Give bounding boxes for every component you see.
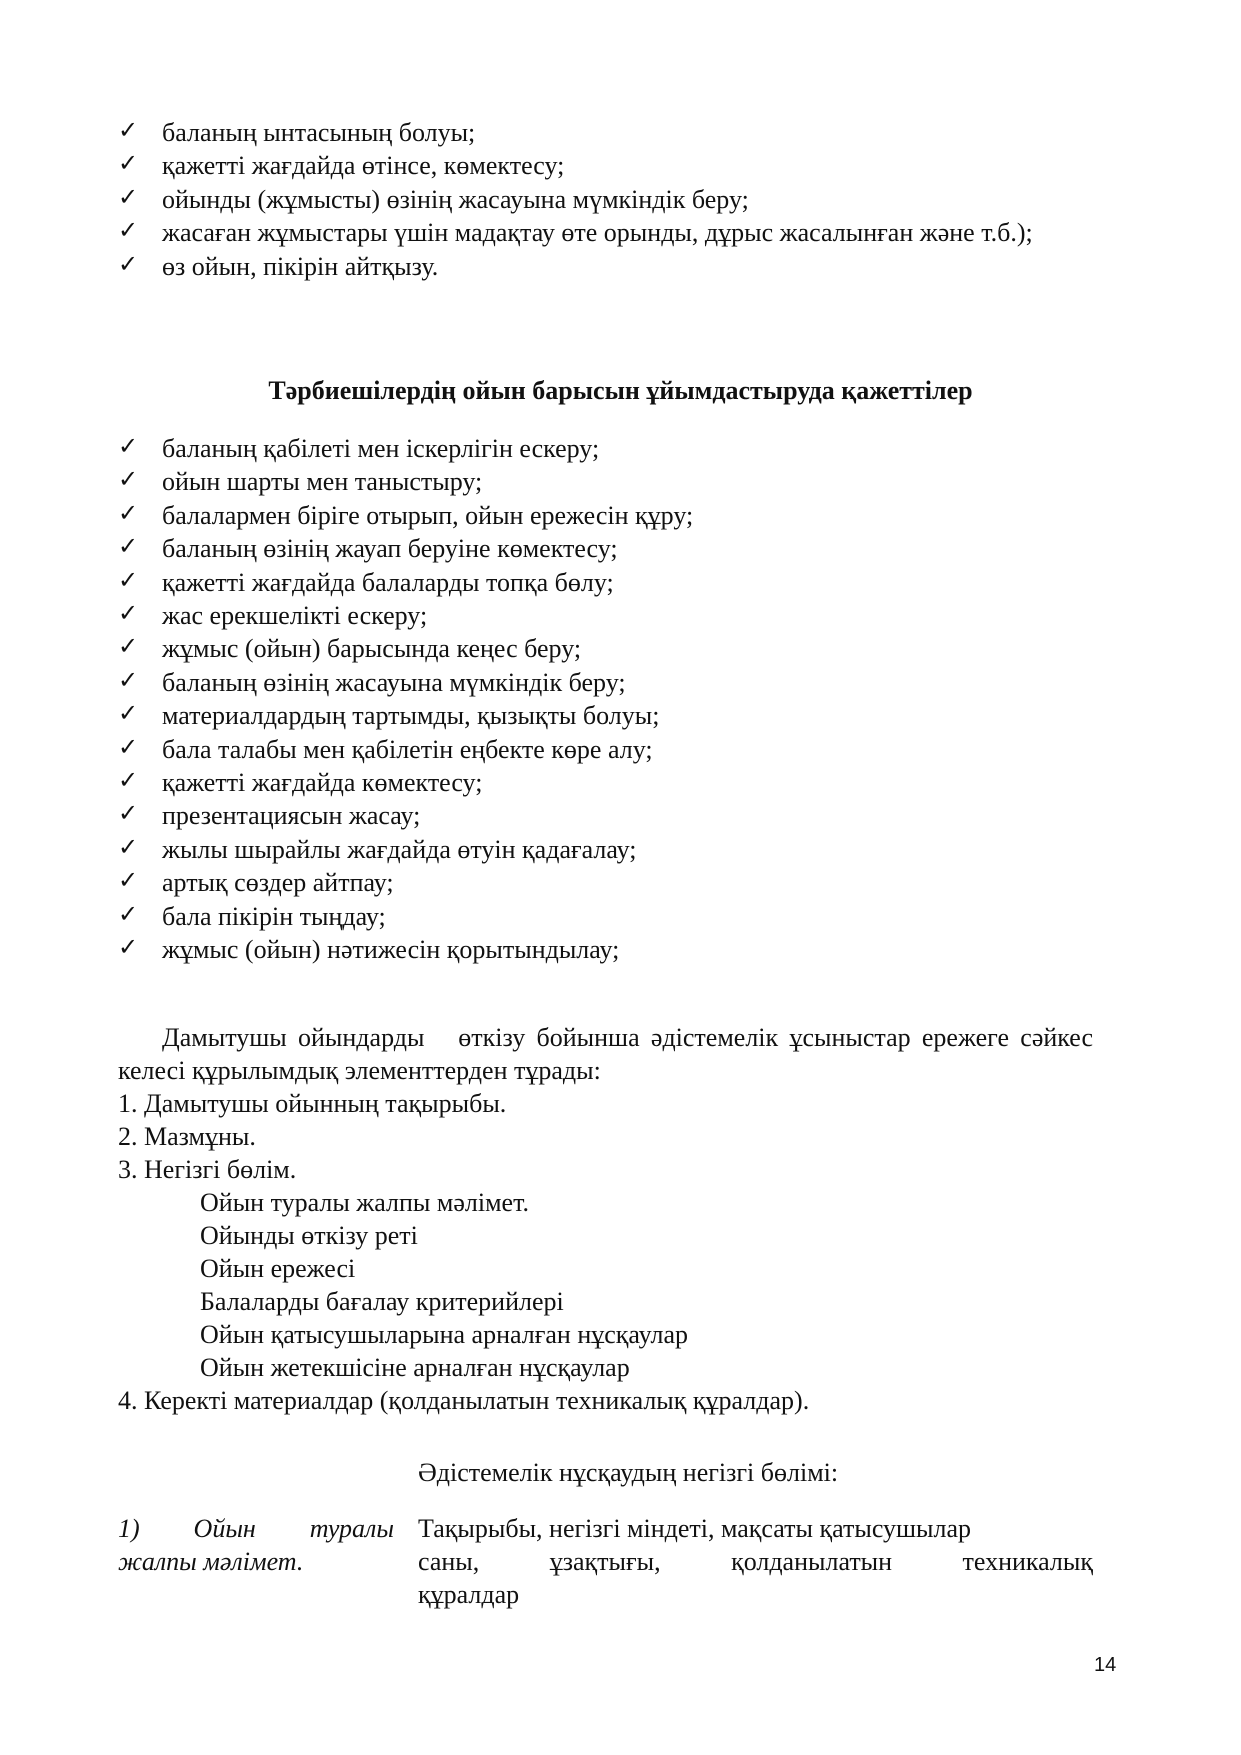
list-item — [118, 216, 1118, 249]
list-item-text: жылы шырайлы жағдайда өтуін қадағалау; — [162, 834, 637, 864]
checkmark-icon: ✓ — [118, 766, 139, 795]
row-description-line: құралдар — [418, 1580, 520, 1609]
list-item-text: жасаған жұмыстары үшін мадақтау өте орынды, дұрыс жасалынған және т.б.); — [162, 218, 1033, 248]
sub-item: Ойын ережесі — [200, 1254, 356, 1283]
row-label-word: туралы — [309, 1514, 394, 1543]
row-label — [118, 1512, 394, 1578]
row-description-word: техникалық — [962, 1547, 1093, 1576]
checkmark-icon: ✓ — [118, 149, 139, 178]
checkmark-icon: ✓ — [118, 216, 139, 245]
list-item — [118, 599, 1118, 632]
sub-item: Ойын жетекшісіне арналған нұсқаулар — [200, 1353, 630, 1382]
list-item-text: баланың өзінің жасауына мүмкіндік беру; — [162, 667, 626, 697]
checkmark-icon: ✓ — [118, 599, 139, 628]
sub-item: Балаларды бағалау критерийлері — [200, 1287, 564, 1316]
intro-paragraph: Дамытушы ойындарды өткізу бойынша әдістемелік ұсыныстар ережеге сәйкес келесі құрылымдық элементтерден тұрады: — [118, 1023, 1100, 1085]
numbered-item: 4. Керекті материалдар (қолданылатын техникалық құралдар). — [118, 1386, 810, 1415]
row-description-line — [418, 1545, 1093, 1578]
checkmark-icon: ✓ — [118, 933, 139, 962]
list-item-text: материалдардың тартымды, қызықты болуы; — [162, 701, 660, 731]
list-item — [118, 933, 1118, 966]
section-heading: Тәрбиешілердің ойын барысын ұйымдастыруда қажеттілер — [268, 376, 973, 405]
list-item-text: балалармен біріге отырып, ойын ережесін құру; — [162, 500, 694, 530]
numbered-item: 1. Дамытушы ойынның тақырыбы. — [118, 1089, 507, 1118]
structure-list — [118, 1087, 809, 1417]
checkmark-icon: ✓ — [118, 465, 139, 494]
numbered-item-text: 3. Негізгі бөлім. — [118, 1155, 297, 1184]
page-number: 14 — [1094, 1654, 1117, 1676]
list-item — [118, 149, 1118, 182]
checkmark-icon: ✓ — [118, 565, 139, 594]
benefits-checklist — [118, 116, 1118, 283]
checkmark-icon: ✓ — [118, 182, 139, 211]
list-item-text: қажетті жағдайда балаларды топқа бөлу; — [162, 567, 614, 597]
row-description — [418, 1512, 1093, 1611]
list-item-text: қажетті жағдайда өтінсе, көмектесу; — [162, 151, 565, 181]
numbered-item — [118, 1153, 809, 1384]
checkmark-icon: ✓ — [118, 632, 139, 661]
list-item — [118, 833, 1118, 866]
list-item — [118, 250, 1118, 283]
row-label-line — [118, 1512, 394, 1545]
list-item — [118, 499, 1118, 532]
list-item-text: өз ойын, пікірін айтқызу. — [162, 251, 439, 281]
list-item — [118, 116, 1118, 149]
row-label-word: Ойын — [193, 1514, 256, 1543]
checkmark-icon: ✓ — [118, 732, 139, 761]
list-item-text: жұмыс (ойын) нәтижесін қорытындылау; — [162, 935, 620, 965]
list-item — [118, 666, 1118, 699]
sub-item: Ойын туралы жалпы мәлімет. — [200, 1188, 529, 1217]
list-item — [118, 183, 1118, 216]
list-item-text: баланың ынтасының болуы; — [162, 118, 476, 147]
sub-item: Ойынды өткізу реті — [200, 1221, 418, 1250]
list-item — [118, 465, 1118, 498]
checkmark-icon: ✓ — [118, 665, 139, 694]
row-description-word: ұзақтығы, — [549, 1547, 661, 1576]
checkmark-icon: ✓ — [118, 432, 139, 460]
list-item — [118, 699, 1118, 732]
educator-needs-checklist — [118, 432, 1118, 967]
list-item — [118, 799, 1118, 832]
checkmark-icon: ✓ — [118, 799, 139, 828]
list-item — [118, 532, 1118, 565]
sub-item: Ойын қатысушыларына арналған нұсқаулар — [200, 1320, 689, 1349]
checkmark-icon: ✓ — [118, 899, 139, 928]
checkmark-icon: ✓ — [118, 116, 139, 144]
checkmark-icon: ✓ — [118, 532, 139, 561]
list-item-text: ойын шарты мен таныстыру; — [162, 467, 483, 497]
checkmark-icon: ✓ — [118, 498, 139, 527]
list-item-text: артық сөздер айтпау; — [162, 868, 394, 898]
row-label-line: жалпы мәлімет. — [118, 1547, 304, 1576]
row-description-word: қолданылатын — [731, 1547, 893, 1576]
list-item-text: ойынды (жұмысты) өзінің жасауына мүмкіндік беру; — [162, 184, 749, 214]
checkmark-icon: ✓ — [118, 832, 139, 861]
checkmark-icon: ✓ — [118, 699, 139, 728]
list-item-text: бала талабы мен қабілетін еңбекте көре алу; — [162, 734, 653, 764]
list-item-text: бала пікірін тыңдау; — [162, 901, 386, 931]
list-item — [118, 766, 1118, 799]
row-label-word: 1) — [118, 1514, 140, 1543]
list-item-text: баланың өзінің жауап беруіне көмектесу; — [162, 534, 618, 564]
list-item-text: жұмыс (ойын) барысында кеңес беру; — [162, 634, 582, 664]
row-description-line: Тақырыбы, негізгі міндеті, мақсаты қатысушылар — [418, 1514, 972, 1543]
section-title: Әдістемелік нұсқаудың негізгі бөлімі: — [418, 1458, 839, 1487]
list-item — [118, 733, 1118, 766]
list-item-text: жас ерекшелікті ескеру; — [162, 601, 428, 631]
row-description-word: саны, — [418, 1547, 480, 1576]
list-item — [118, 432, 1118, 465]
numbered-item: 2. Мазмұны. — [118, 1122, 256, 1151]
list-item — [118, 900, 1118, 933]
list-item — [118, 566, 1118, 599]
list-item — [118, 632, 1118, 665]
list-item-text: презентациясын жасау; — [162, 801, 421, 831]
checkmark-icon: ✓ — [118, 866, 139, 895]
checkmark-icon: ✓ — [118, 249, 139, 278]
list-item-text: қажетті жағдайда көмектесу; — [162, 768, 483, 798]
list-item — [118, 866, 1118, 899]
main-part-sublist — [118, 1186, 809, 1384]
list-item-text: баланың қабілеті мен іскерлігін ескеру; — [162, 434, 600, 463]
